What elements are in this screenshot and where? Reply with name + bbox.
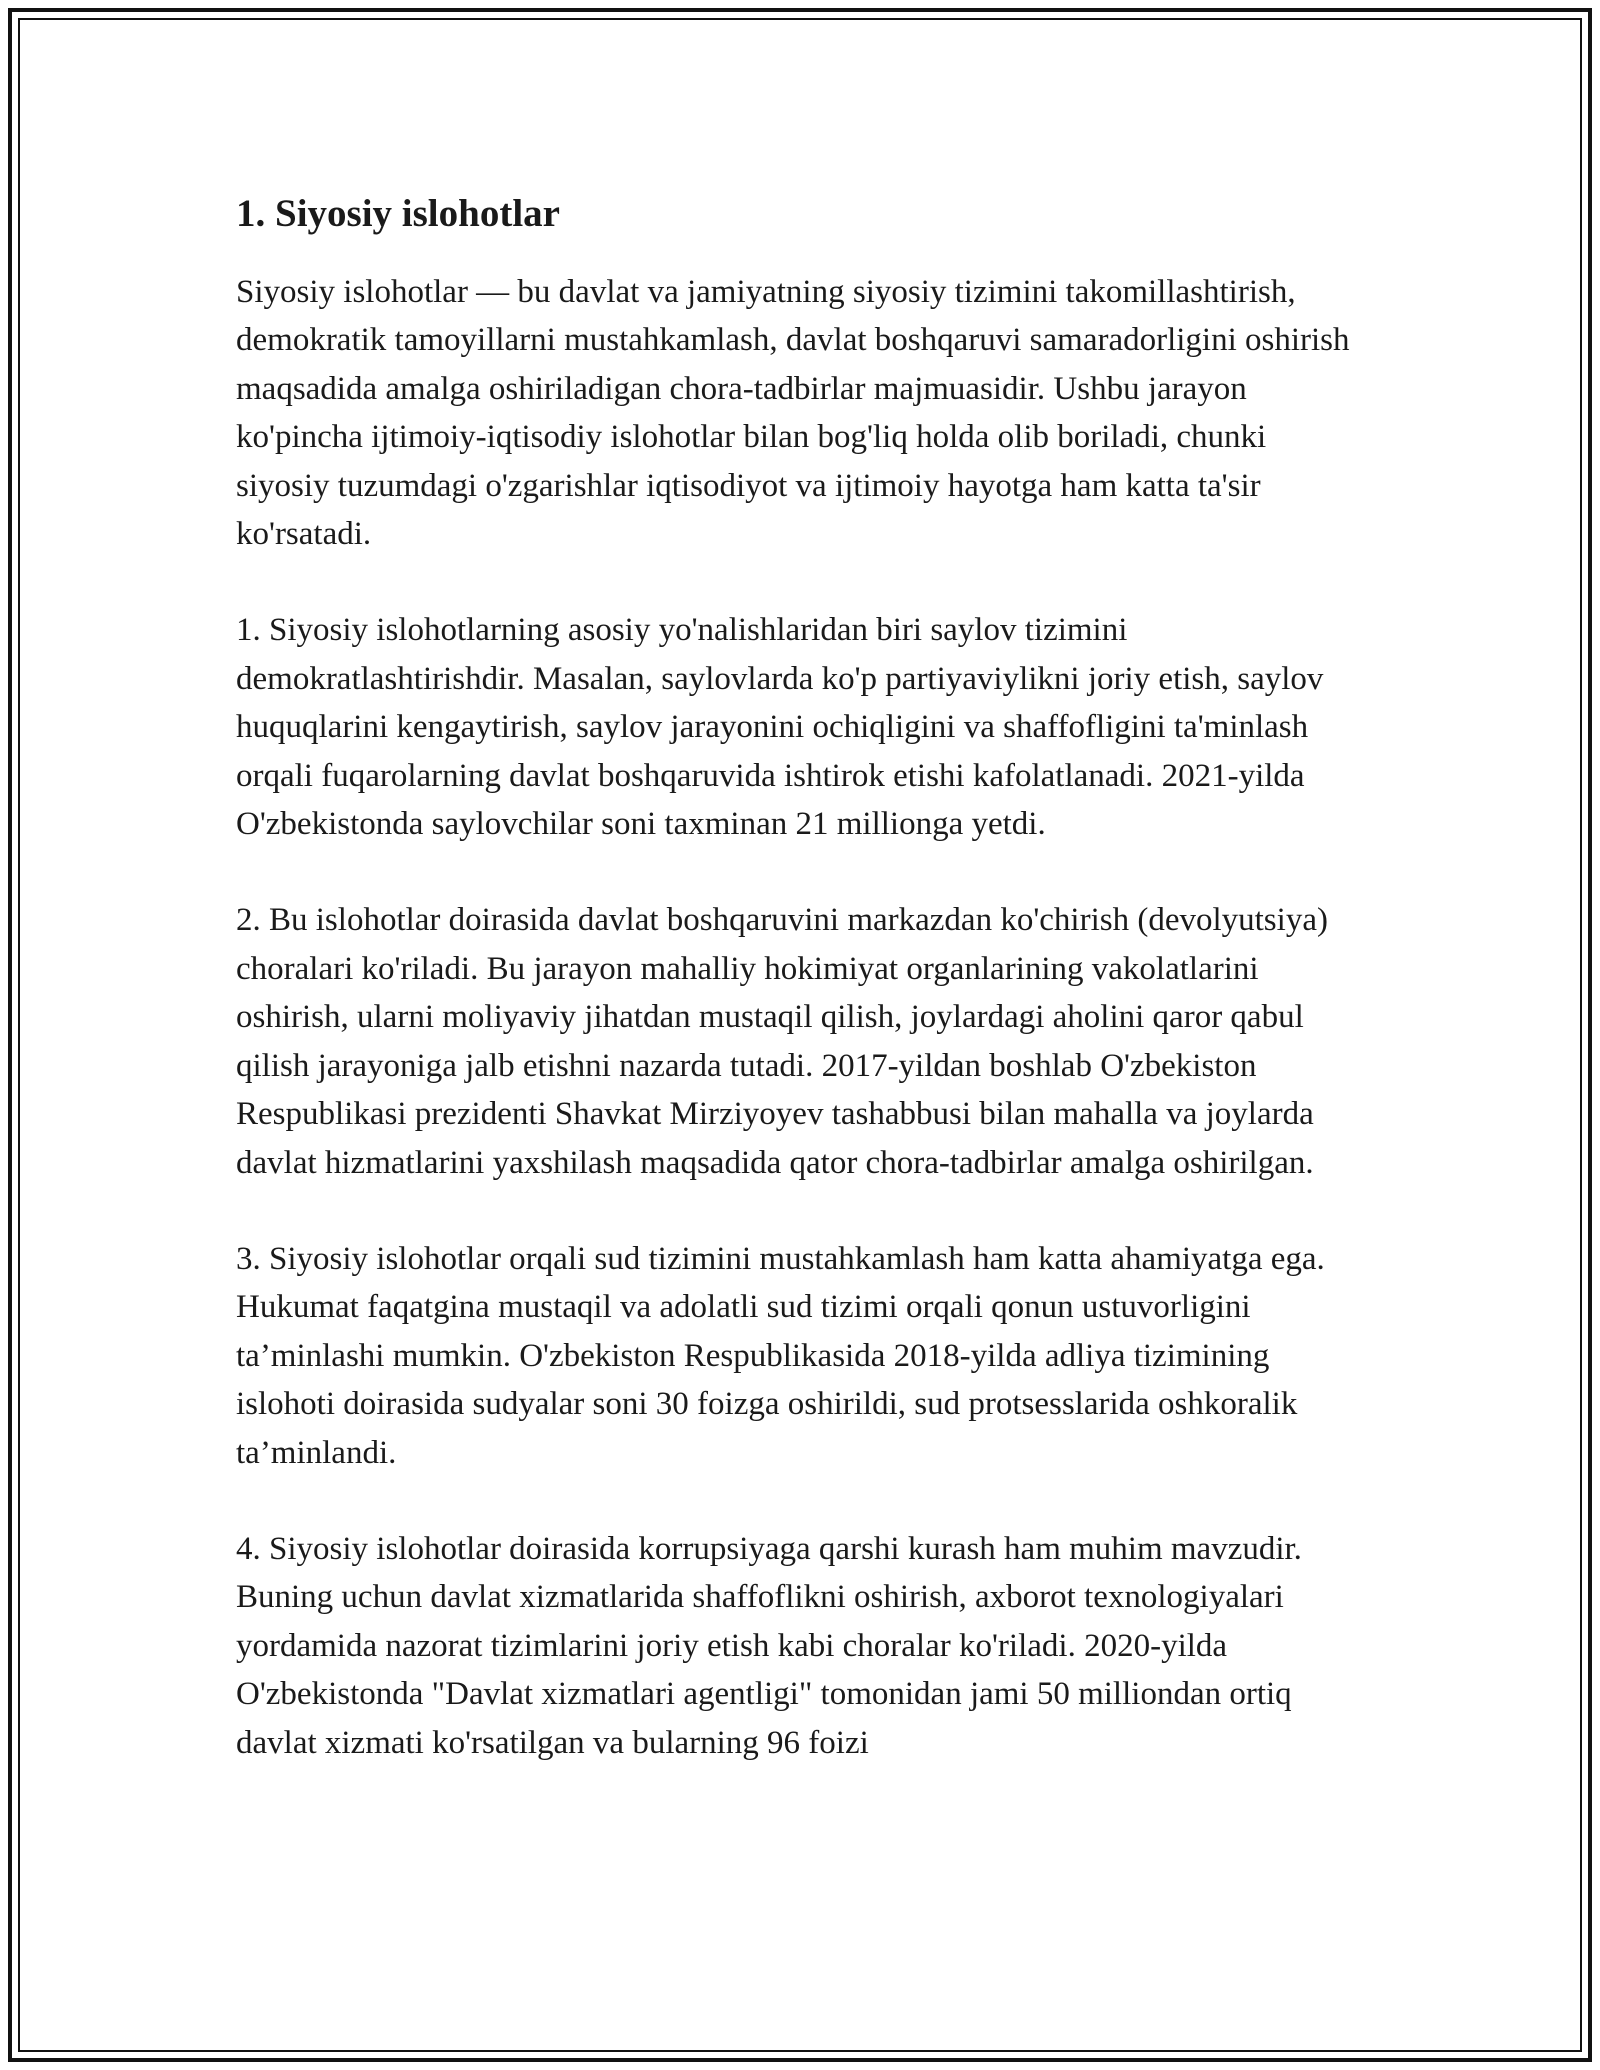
intro-paragraph: Siyosiy islohotlar — bu davlat va jamiyatning siyosiy tizimini takomillashtirish, demokratik tamoyillarni mustahkamlash, davlat boshqaruvi samaradorligini oshirish maqsadida amalga oshiriladigan chora-tadbirlar majmuasidir. Ushbu jarayon ko'pincha ijtimoiy-iqtisodiy islohotlar bilan bog'liq holda olib boriladi, chunki siyosiy tuzumdagi o'zgarishlar iqtisodiyot va ijtimoiy hayotga ham katta ta'sir ko'rsatadi.	[236, 274, 1350, 553]
paragraph-3-judicial-system: 3. Siyosiy islohotlar orqali sud tizimini mustahkamlash ham katta ahamiyatga ega. Hukumat faqatgina mustaqil va adolatli sud tizimi orqali qonun ustuvorligini ta’minlashi mumkin. O'zbekiston Respublikasida 2018-yilda adliya tizimining islohoti doirasida sudyalar soni 30 foizga oshirildi, sud protsesslarida oshkoralik ta’minlandi.	[236, 1240, 1325, 1471]
paragraph-4-anti-corruption: 4. Siyosiy islohotlar doirasida korrupsiyaga qarshi kurash ham muhim mavzudir. Buning uchun davlat xizmatlarida shaffoflikni oshirish, axborot texnologiyalari yordamida nazorat tizimlarini joriy etish kabi choralar ko'riladi. 2020-yilda O'zbekistonda "Davlat xizmatlari agentligi" tomonidan jami 50 milliondan ortiq davlat xizmati ko'rsatilgan va bularning 96 foizi	[236, 1530, 1302, 1761]
paragraph-2-devolution: 2. Bu islohotlar doirasida davlat boshqaruvini markazdan ko'chirish (devolyutsiya) choralari ko'riladi. Bu jarayon mahalliy hokimiyat organlarining vakolatlarini oshirish, ularni moliyaviy jihatdan mustaqil qilish, joylardagi aholini qaror qabul qilish jarayoniga jalb etishni nazarda tutadi. 2017-yildan boshlab O'zbekiston Respublikasi prezidenti Shavkat Mirziyoyev tashabbusi bilan mahalla va joylarda davlat hizmatlarini yaxshilash maqsadida qator chora-tadbirlar amalga oshirilgan.	[236, 902, 1328, 1181]
document-body	[236, 186, 1366, 1767]
paragraph-1-electoral-system: 1. Siyosiy islohotlarning asosiy yo'nalishlaridan biri saylov tizimini demokratlashtirishdir. Masalan, saylovlarda ko'p partiyaviylikni joriy etish, saylov huquqlarini kengaytirish, saylov jarayonini ochiqligini va shaffofligini ta'minlash orqali fuqarolarning davlat boshqaruvida ishtirok etishi kafolatlanadi. 2021-yilda O'zbekistonda saylovchilar soni taxminan 21 millionga yetdi.	[236, 612, 1324, 843]
section-title: 1. Siyosiy islohotlar	[236, 192, 560, 235]
